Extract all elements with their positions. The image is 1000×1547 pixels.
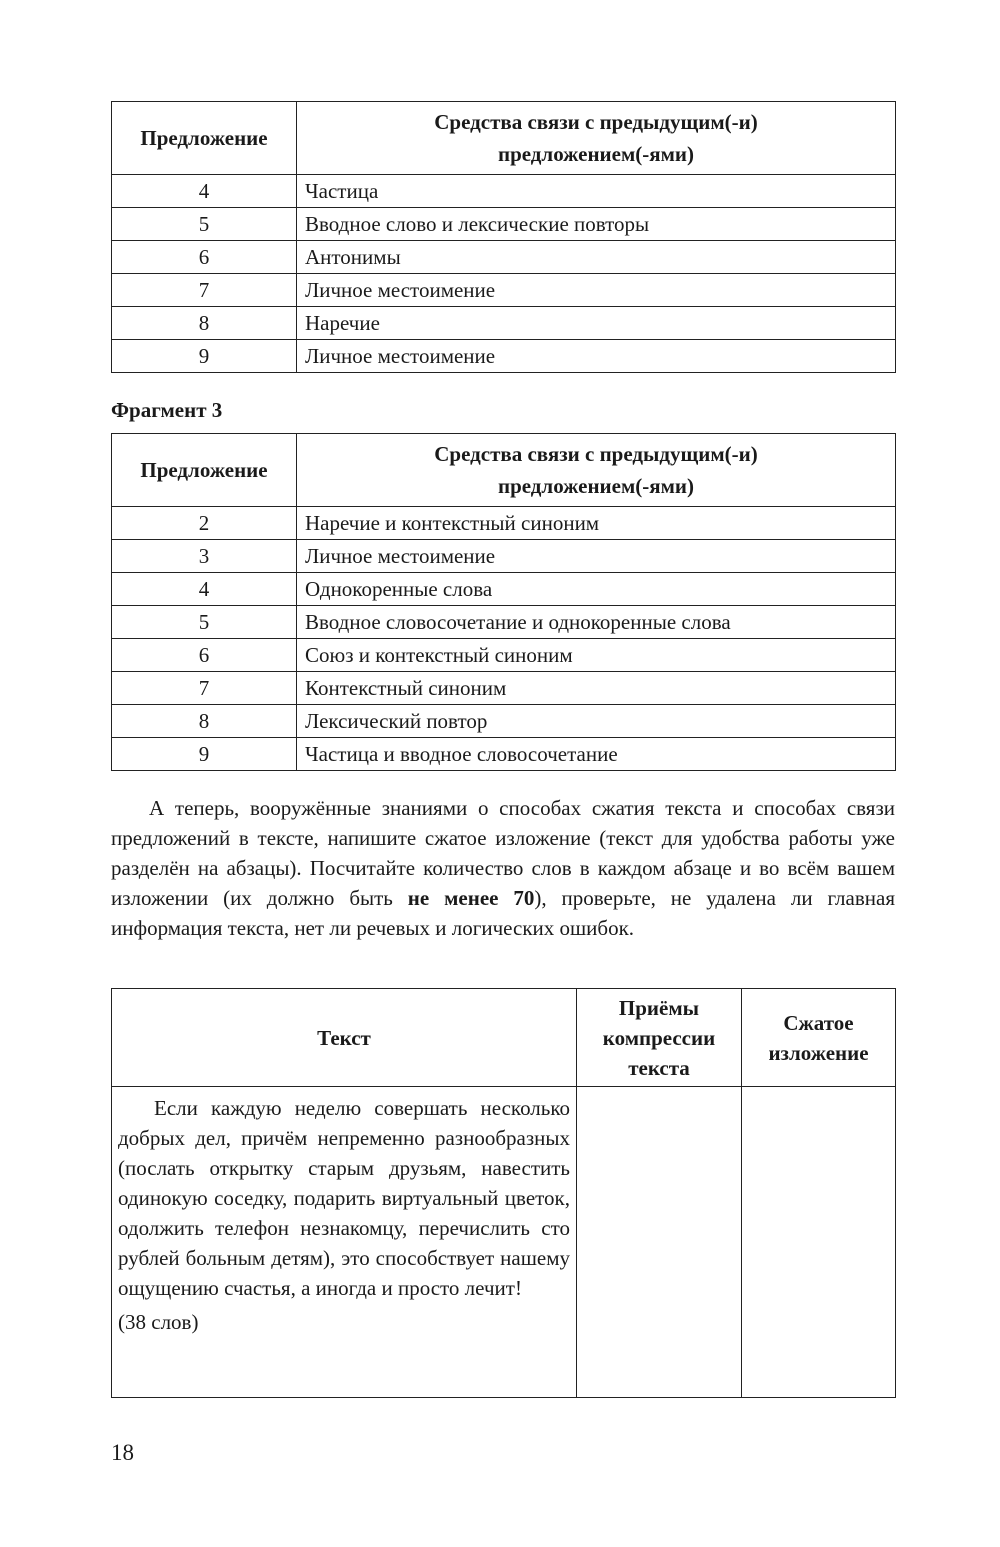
sentence-links-table-fragment-3 — [111, 433, 896, 771]
sentence-number: 4 — [112, 573, 297, 606]
sentence-number: 3 — [112, 540, 297, 573]
column-header-compression-line2: компрессии — [602, 1025, 716, 1050]
sentence-number: 9 — [112, 340, 297, 373]
link-description: Вводное словосочетание и однокоренные слова — [297, 606, 896, 639]
link-description: Наречие — [297, 307, 896, 340]
column-header-sentence: Предложение — [112, 102, 297, 175]
table-header-row — [112, 102, 896, 175]
link-description: Союз и контекстный синоним — [297, 639, 896, 672]
sentence-number: 4 — [112, 175, 297, 208]
table-row — [112, 507, 896, 540]
table-row — [112, 540, 896, 573]
word-count: (38 слов) — [118, 1310, 199, 1334]
source-text: Если каждую неделю совершать несколько добрых дел, причём непременно разнообразных (послать открытку старым друзьям, навестить одинокую соседку, подарить виртуальный цветок, одолжить телефон незнакомцу, перечислить сто рублей больным детям), это способствует нашему ощущению счастья, а иногда и просто лечит! — [118, 1096, 570, 1300]
link-description: Личное местоимение — [297, 540, 896, 573]
column-header-summary — [742, 989, 896, 1087]
column-header-summary-line1: Сжатое — [783, 1010, 854, 1035]
column-header-summary-line2: изложение — [768, 1040, 869, 1065]
instruction-emphasis: не менее 70 — [407, 886, 535, 910]
table-row — [112, 208, 896, 241]
sentence-number: 5 — [112, 606, 297, 639]
sentence-number: 8 — [112, 705, 297, 738]
link-description: Личное местоимение — [297, 340, 896, 373]
source-text-cell — [112, 1087, 577, 1398]
column-header-compression-line1: Приёмы — [618, 995, 700, 1020]
column-header-links — [297, 102, 896, 175]
link-description: Личное местоимение — [297, 274, 896, 307]
column-header-links-line1: Средства связи с предыдущим(-и) — [434, 442, 758, 466]
link-description: Однокоренные слова — [297, 573, 896, 606]
table-header-row — [112, 434, 896, 507]
column-header-compression-line3: текста — [628, 1055, 690, 1080]
fragment-heading: Фрагмент 3 — [111, 398, 223, 422]
sentence-number: 8 — [112, 307, 297, 340]
table-row — [112, 606, 896, 639]
table-row — [112, 573, 896, 606]
table-row — [112, 175, 896, 208]
sentence-number: 6 — [112, 639, 297, 672]
column-header-links-line2: предложением(-ями) — [497, 474, 695, 498]
link-description: Вводное слово и лексические повторы — [297, 208, 896, 241]
link-description: Наречие и контекстный синоним — [297, 507, 896, 540]
link-description: Контекстный синоним — [297, 672, 896, 705]
link-description: Частица — [297, 175, 896, 208]
column-header-text: Текст — [112, 989, 577, 1087]
compression-table — [111, 988, 896, 1398]
compression-techniques-cell[interactable] — [577, 1087, 742, 1398]
table-row — [112, 705, 896, 738]
table-row — [112, 307, 896, 340]
table-row — [112, 241, 896, 274]
instruction-text-start: А теперь, вооружённые знаниями о способах сжатия текста и способах связи предложений в тексте, напишите сжатое изложение (текст для удобства работы уже разделён на абзацы). Посчитайте количество слов в каждом абзаце и во всём вашем изложении (их должно быть — [111, 796, 895, 910]
column-header-links — [297, 434, 896, 507]
table-row — [112, 340, 896, 373]
table-header-row — [112, 989, 896, 1087]
instruction-text-end: ), проверьте, не удалена ли главная информация текста, нет ли речевых и логических ошибок. — [111, 886, 895, 940]
sentence-number: 7 — [112, 274, 297, 307]
column-header-links-line1: Средства связи с предыдущим(-и) — [434, 110, 758, 134]
link-description: Антонимы — [297, 241, 896, 274]
page-number: 18 — [111, 1440, 134, 1465]
summary-cell[interactable] — [742, 1087, 896, 1398]
column-header-links-line2: предложением(-ями) — [497, 142, 695, 166]
sentence-number: 6 — [112, 241, 297, 274]
column-header-sentence: Предложение — [112, 434, 297, 507]
table-row — [112, 639, 896, 672]
table-row — [112, 1087, 896, 1398]
table-row — [112, 738, 896, 771]
column-header-compression — [577, 989, 742, 1087]
sentence-number: 9 — [112, 738, 297, 771]
table-row — [112, 672, 896, 705]
sentence-number: 5 — [112, 208, 297, 241]
link-description: Частица и вводное словосочетание — [297, 738, 896, 771]
sentence-links-table-1 — [111, 101, 896, 373]
link-description: Лексический повтор — [297, 705, 896, 738]
table-row — [112, 274, 896, 307]
sentence-number: 2 — [112, 507, 297, 540]
instruction-paragraph — [111, 793, 895, 943]
sentence-number: 7 — [112, 672, 297, 705]
